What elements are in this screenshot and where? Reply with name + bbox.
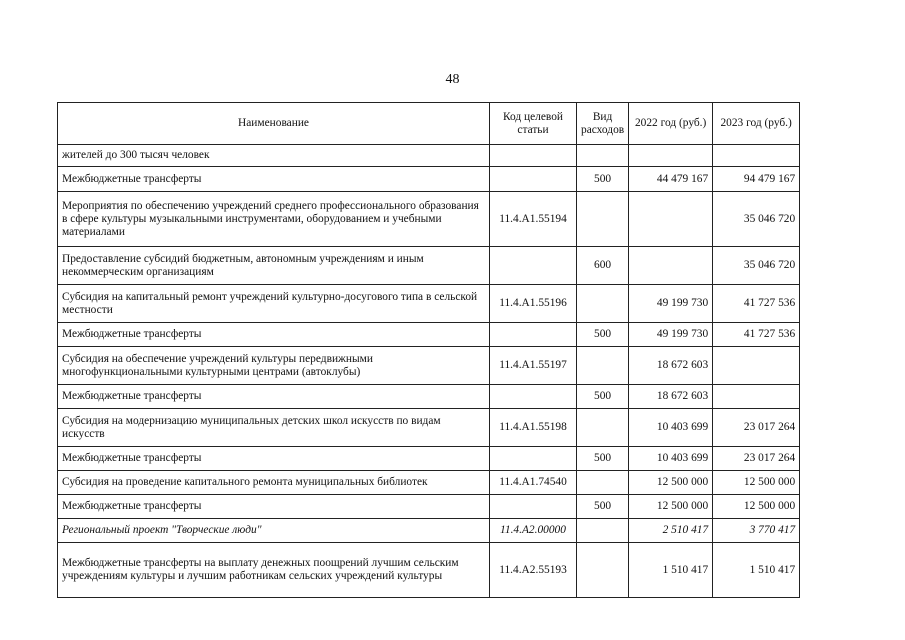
cell-2023-amount: 12 500 000 bbox=[713, 495, 800, 519]
cell-2023-amount: 12 500 000 bbox=[713, 471, 800, 495]
cell-name: Предоставление субсидий бюджетным, автономным учреждениям и иным некоммерческим организациям bbox=[58, 247, 490, 285]
cell-expense-type bbox=[577, 347, 629, 385]
cell-expense-type bbox=[577, 471, 629, 495]
cell-name: Межбюджетные трансферты bbox=[58, 167, 490, 192]
cell-2022-amount bbox=[629, 192, 713, 247]
cell-code bbox=[490, 495, 577, 519]
cell-expense-type: 500 bbox=[577, 495, 629, 519]
cell-2022-amount: 44 479 167 bbox=[629, 167, 713, 192]
header-code: Код целевой статьи bbox=[490, 103, 577, 145]
cell-expense-type bbox=[577, 285, 629, 323]
cell-name: Субсидия на модернизацию муниципальных детских школ искусств по видам искусств bbox=[58, 409, 490, 447]
cell-2023-amount: 1 510 417 bbox=[713, 543, 800, 598]
cell-code: 11.4.А1.55194 bbox=[490, 192, 577, 247]
cell-expense-type bbox=[577, 543, 629, 598]
table-row bbox=[58, 347, 800, 385]
header-type: Вид расходов bbox=[577, 103, 629, 145]
cell-2022-amount: 18 672 603 bbox=[629, 385, 713, 409]
header-2022: 2022 год (руб.) bbox=[629, 103, 713, 145]
cell-2022-amount: 18 672 603 bbox=[629, 347, 713, 385]
cell-2022-amount: 12 500 000 bbox=[629, 471, 713, 495]
cell-name: Межбюджетные трансферты bbox=[58, 495, 490, 519]
cell-expense-type bbox=[577, 519, 629, 543]
table-row bbox=[58, 192, 800, 247]
table-row bbox=[58, 471, 800, 495]
header-name: Наименование bbox=[58, 103, 490, 145]
cell-name: Субсидия на проведение капитального ремонта муниципальных библиотек bbox=[58, 471, 490, 495]
cell-code bbox=[490, 447, 577, 471]
table-row bbox=[58, 285, 800, 323]
cell-2022-amount: 10 403 699 bbox=[629, 447, 713, 471]
cell-code: 11.4.А1.55198 bbox=[490, 409, 577, 447]
table-row bbox=[58, 519, 800, 543]
table-header-row bbox=[58, 103, 800, 145]
cell-code: 11.4.А1.55196 bbox=[490, 285, 577, 323]
cell-name: жителей до 300 тысяч человек bbox=[58, 145, 490, 167]
table-row bbox=[58, 167, 800, 192]
cell-code: 11.4.А2.55193 bbox=[490, 543, 577, 598]
cell-expense-type: 500 bbox=[577, 323, 629, 347]
cell-code: 11.4.А2.00000 bbox=[490, 519, 577, 543]
cell-expense-type bbox=[577, 409, 629, 447]
cell-2023-amount: 3 770 417 bbox=[713, 519, 800, 543]
cell-2022-amount bbox=[629, 247, 713, 285]
table-row bbox=[58, 495, 800, 519]
cell-2023-amount bbox=[713, 347, 800, 385]
cell-2022-amount: 10 403 699 bbox=[629, 409, 713, 447]
cell-code: 11.4.А1.74540 bbox=[490, 471, 577, 495]
cell-2022-amount bbox=[629, 145, 713, 167]
table-row bbox=[58, 145, 800, 167]
table-row bbox=[58, 409, 800, 447]
cell-2023-amount bbox=[713, 145, 800, 167]
cell-2023-amount: 35 046 720 bbox=[713, 247, 800, 285]
cell-expense-type bbox=[577, 145, 629, 167]
cell-2022-amount: 49 199 730 bbox=[629, 285, 713, 323]
cell-2022-amount: 49 199 730 bbox=[629, 323, 713, 347]
cell-code bbox=[490, 323, 577, 347]
table-row bbox=[58, 447, 800, 471]
cell-2023-amount: 23 017 264 bbox=[713, 447, 800, 471]
cell-2022-amount: 1 510 417 bbox=[629, 543, 713, 598]
cell-name: Межбюджетные трансферты на выплату денежных поощрений лучшим сельским учреждениям культуры и лучшим работникам сельских учреждений культуры bbox=[58, 543, 490, 598]
cell-expense-type: 500 bbox=[577, 385, 629, 409]
table-row bbox=[58, 247, 800, 285]
cell-2023-amount: 41 727 536 bbox=[713, 323, 800, 347]
cell-2023-amount: 35 046 720 bbox=[713, 192, 800, 247]
cell-2022-amount: 12 500 000 bbox=[629, 495, 713, 519]
table-row bbox=[58, 543, 800, 598]
table-row bbox=[58, 385, 800, 409]
cell-code: 11.4.А1.55197 bbox=[490, 347, 577, 385]
page-number: 48 bbox=[445, 72, 460, 87]
cell-expense-type: 500 bbox=[577, 447, 629, 471]
cell-expense-type: 500 bbox=[577, 167, 629, 192]
cell-code bbox=[490, 247, 577, 285]
table-row bbox=[58, 323, 800, 347]
cell-name: Межбюджетные трансферты bbox=[58, 447, 490, 471]
cell-2023-amount bbox=[713, 385, 800, 409]
cell-name: Субсидия на обеспечение учреждений культуры передвижными многофункциональными культурными центрами (автоклубы) bbox=[58, 347, 490, 385]
cell-name: Региональный проект "Творческие люди" bbox=[58, 519, 490, 543]
cell-code bbox=[490, 145, 577, 167]
cell-2023-amount: 94 479 167 bbox=[713, 167, 800, 192]
cell-code bbox=[490, 167, 577, 192]
cell-name: Субсидия на капитальный ремонт учреждений культурно-досугового типа в сельской местности bbox=[58, 285, 490, 323]
cell-2022-amount: 2 510 417 bbox=[629, 519, 713, 543]
cell-name: Мероприятия по обеспечению учреждений среднего профессионального образования в сфере культуры музыкальными инструментами, оборудованием и учебными материалами bbox=[58, 192, 490, 247]
cell-name: Межбюджетные трансферты bbox=[58, 323, 490, 347]
budget-table bbox=[57, 102, 800, 598]
cell-2023-amount: 23 017 264 bbox=[713, 409, 800, 447]
cell-name: Межбюджетные трансферты bbox=[58, 385, 490, 409]
table-body bbox=[58, 145, 800, 598]
cell-expense-type: 600 bbox=[577, 247, 629, 285]
cell-code bbox=[490, 385, 577, 409]
cell-2023-amount: 41 727 536 bbox=[713, 285, 800, 323]
cell-expense-type bbox=[577, 192, 629, 247]
header-2023: 2023 год (руб.) bbox=[713, 103, 800, 145]
